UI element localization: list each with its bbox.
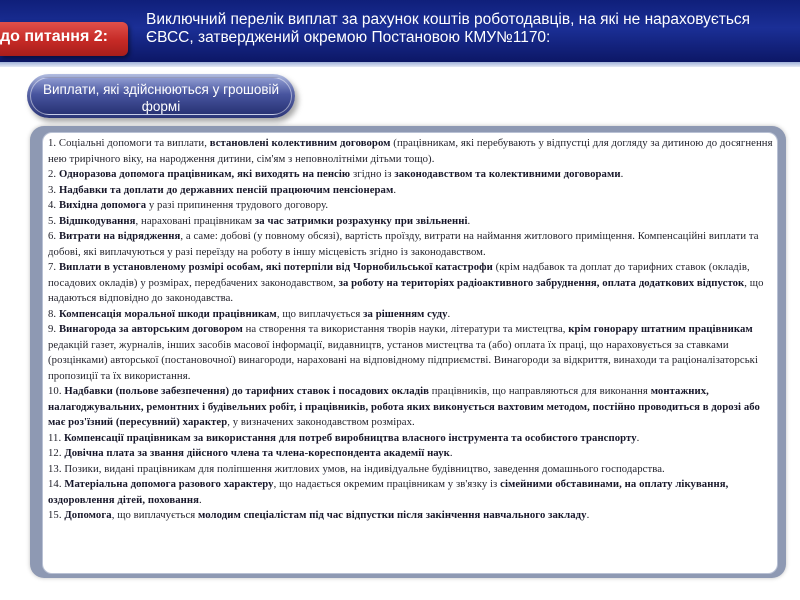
item-text: , що надаються відповідно до законодавства. bbox=[48, 276, 764, 304]
item-emphasis: встановлені колективним договором bbox=[209, 137, 391, 149]
item-text: у разі припинення трудового договору. bbox=[146, 199, 329, 211]
item-text: 6. bbox=[48, 230, 59, 242]
item-emphasis: сімейними обставинами, на оплату лікування, оздоровлення дітей, поховання bbox=[48, 478, 729, 506]
item-emphasis: за рішенням суду bbox=[363, 307, 448, 320]
list-item bbox=[48, 384, 774, 431]
item-text: 3. bbox=[48, 183, 59, 196]
item-emphasis: Виплати в установленому розмірі особам, які потерпіли від Чорнобильської катастрофи bbox=[58, 261, 493, 273]
item-emphasis: Надбавки (польове забезпечення) до тарифних ставок і посадових окладів bbox=[64, 385, 430, 397]
item-text: 10. bbox=[48, 385, 65, 397]
item-emphasis: Компенсація моральної шкоди працівникам bbox=[58, 307, 277, 320]
item-text: згідно із bbox=[350, 168, 395, 180]
section-badge bbox=[27, 74, 295, 118]
item-text: 8. bbox=[48, 307, 59, 320]
item-text: , що виплачується bbox=[111, 509, 199, 521]
item-text: 7. bbox=[48, 261, 59, 273]
item-text: 4. bbox=[48, 199, 59, 211]
item-text: 13. Позики, видані працівникам для поліпшення житлових умов, на індивідуальне будівництво, заведення домашнього господарства. bbox=[48, 462, 665, 475]
payments-list bbox=[48, 136, 774, 524]
item-emphasis: молодим спеціалістам під час відпустки після закінчення навчального закладу bbox=[198, 509, 587, 521]
item-text: . bbox=[636, 431, 640, 444]
item-text: . bbox=[447, 307, 451, 320]
list-item bbox=[48, 431, 774, 447]
list-item bbox=[48, 260, 774, 307]
list-item bbox=[48, 307, 774, 323]
item-emphasis: Одноразова допомога працівникам, які виходять на пенсію bbox=[58, 168, 351, 180]
item-text: 11. bbox=[48, 431, 64, 444]
item-emphasis: законодавством та колективними договорами bbox=[394, 168, 621, 180]
list-item bbox=[48, 136, 774, 167]
section-badge-label: Виплати, які здійснюються у грошовій формі bbox=[42, 82, 280, 114]
header-divider bbox=[0, 62, 800, 67]
item-text: 1. Соціальні допомоги та виплати, bbox=[48, 137, 210, 149]
question-tab bbox=[0, 22, 128, 56]
list-item bbox=[48, 322, 774, 384]
item-text: 5. bbox=[48, 214, 59, 227]
item-emphasis: Відшкодування bbox=[58, 214, 136, 227]
item-text: (крім надбавок та доплат до тарифних ставок (окладів, посадових окладів) у розмірах, передбачених законодавством, bbox=[48, 261, 750, 289]
item-text: . bbox=[586, 509, 590, 521]
item-emphasis: за роботу на територіях радіоактивного забруднення, оплата додаткових відпусток bbox=[338, 276, 745, 289]
question-tab-label: до питання 2: bbox=[0, 28, 108, 45]
item-text: . bbox=[199, 493, 202, 506]
item-text: (працівникам, які перебувають у відпустці для догляду за дитиною до досягнення нею трирічного віку, на народження дитини, сім'ям з неповнолітніми дітьми тощо). bbox=[48, 137, 773, 165]
list-item bbox=[48, 462, 774, 478]
item-text: , що виплачується bbox=[276, 307, 364, 320]
item-emphasis: монтажних, налагоджувальних, ремонтних і будівельних робіт, і працівників, робота яких виконується вахтовим методом, постійно проводиться в дорозі або має роз'їзний (пересувний) характер bbox=[48, 385, 760, 428]
item-text: на створення та використання творів науки, літератури та мистецтва, bbox=[242, 323, 569, 335]
item-text: працівників, що направляються для виконання bbox=[429, 385, 651, 397]
item-emphasis: за час затримки розрахунку при звільненні bbox=[254, 214, 468, 227]
item-emphasis: Надбавки та доплати до державних пенсій працюючим пенсіонерам bbox=[58, 183, 394, 196]
item-text: . bbox=[467, 214, 471, 227]
item-emphasis: Допомога bbox=[64, 509, 112, 521]
item-emphasis: Матеріальна допомога разового характеру bbox=[64, 478, 274, 490]
item-text: , а саме: добові (у повному обсязі), вартість проїзду, витрати на наймання житлового приміщення. Компенсаційні виплати та добові, які виплачуються у разі переїзду на роботу в іншу місцевість згідно із законодавством. bbox=[48, 230, 759, 258]
list-item bbox=[48, 508, 774, 524]
item-emphasis: Винагорода за авторським договором bbox=[58, 323, 243, 335]
list-item bbox=[48, 229, 774, 260]
item-text: 9. bbox=[48, 323, 59, 335]
item-text: 15. bbox=[48, 509, 65, 521]
list-item bbox=[48, 183, 774, 199]
item-emphasis: Витрати на відрядження bbox=[58, 230, 181, 242]
list-item bbox=[48, 198, 774, 214]
item-emphasis: Компенсації працівникам за використання для потреб виробництва власного інструмента та особистого транспорту bbox=[63, 431, 637, 444]
list-item bbox=[48, 214, 774, 230]
item-text: редакцій газет, журналів, інших засобів масової інформації, видавництв, установ мистецтва та (або) оплата їх праці, що нараховується за ставками (розцінками) авторської (постановочної) винагороди, нараховані на відповідному підприємстві. Винагороди за відкриття, винаходи та раціоналізаторські пропозиції та їх використання. bbox=[48, 338, 758, 382]
section-badge-inner bbox=[30, 77, 292, 115]
item-text: 14. bbox=[48, 478, 65, 490]
slide-title: Виключний перелік виплат за рахунок коштів роботодавців, на які не нараховується ЄВСС, затверджений окремою Постановою КМУ№1170: bbox=[146, 11, 751, 46]
item-emphasis: Довічна плата за звання дійсного члена та члена-кореспондента академії наук bbox=[64, 447, 450, 459]
list-item bbox=[48, 477, 774, 508]
item-text: , нараховані працівникам bbox=[135, 214, 255, 227]
item-text: 12. bbox=[48, 447, 65, 459]
item-emphasis: крім гонорару штатним працівникам bbox=[568, 323, 753, 335]
item-text: 2. bbox=[48, 168, 59, 180]
item-text: , що надається окремим працівникам у зв'язку із bbox=[273, 478, 501, 490]
item-text: . bbox=[393, 183, 397, 196]
item-text: , у визначених законодавством розмірах. bbox=[227, 416, 415, 428]
item-emphasis: Вихідна допомога bbox=[58, 199, 147, 211]
list-item bbox=[48, 167, 774, 183]
header-band bbox=[0, 0, 800, 62]
item-text: . bbox=[449, 447, 453, 459]
item-text: . bbox=[620, 168, 624, 180]
list-item bbox=[48, 446, 774, 462]
